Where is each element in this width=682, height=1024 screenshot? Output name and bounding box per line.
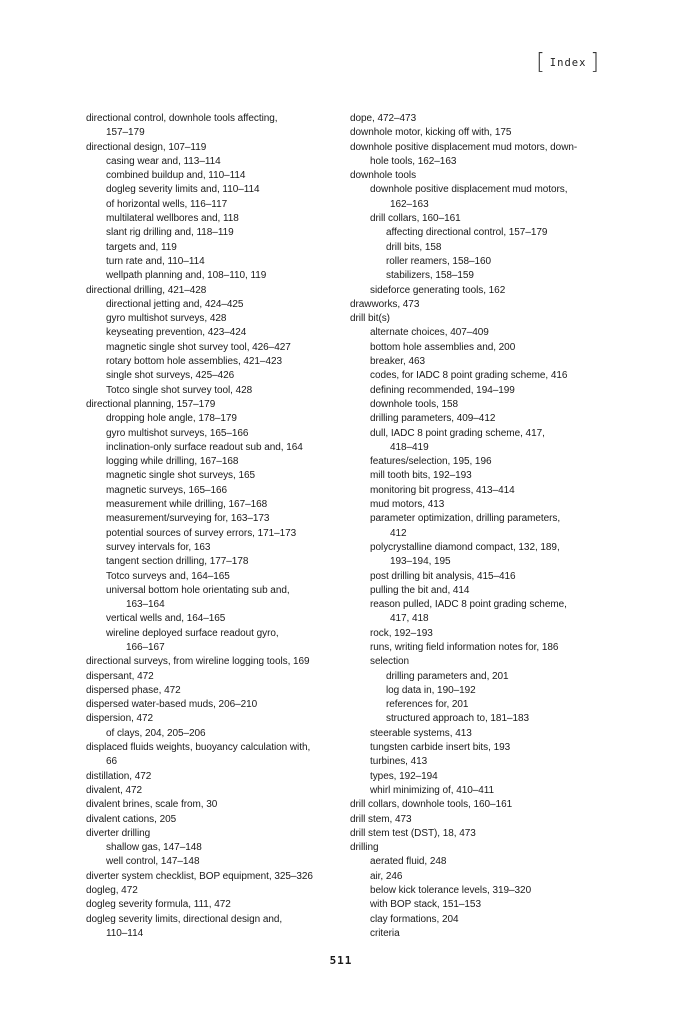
index-entry: rock, 192–193 <box>370 627 433 639</box>
index-entry: roller reamers, 158–160 <box>386 255 492 267</box>
index-entry: directional drilling, 421–428 <box>86 284 207 296</box>
index-entry: polycrystalline diamond compact, 132, 189, <box>370 541 560 553</box>
index-entry: monitoring bit progress, 413–414 <box>370 484 515 496</box>
index-entry: of clays, 204, 205–206 <box>106 727 206 739</box>
index-entry: dogleg, 472 <box>86 885 138 897</box>
index-entry-continuation: hole tools, 162–163 <box>370 155 457 167</box>
index-entry: turn rate and, 110–114 <box>106 255 205 267</box>
index-entry: wellpath planning and, 108–110, 119 <box>106 270 267 282</box>
index-column-right <box>350 112 598 941</box>
index-entry-continuation: 162–163 <box>390 198 429 210</box>
index-entry: parameter optimization, drilling parameters, <box>370 513 561 525</box>
section-label: Index <box>549 57 587 69</box>
index-entry: clay formations, 204 <box>370 913 459 925</box>
index-entry: potential sources of survey errors, 171–173 <box>106 527 297 539</box>
index-entry-continuation: 193–194, 195 <box>390 556 451 568</box>
right-bracket-icon: ] <box>590 50 600 75</box>
index-entry: dispersant, 472 <box>86 670 154 682</box>
page-number: 511 <box>329 954 353 967</box>
index-column-left <box>86 112 336 941</box>
index-entry: alternate choices, 407–409 <box>370 327 489 339</box>
index-entry: magnetic single shot survey tool, 426–427 <box>106 341 291 353</box>
index-entry: universal bottom hole orientating sub and, <box>106 584 290 596</box>
index-entry: drilling parameters and, 201 <box>386 670 509 682</box>
index-entry-continuation: 417, 418 <box>390 613 429 625</box>
index-entry: features/selection, 195, 196 <box>370 456 492 468</box>
index-entry: gyro multishot surveys, 165–166 <box>106 427 249 439</box>
index-entry: below kick tolerance levels, 319–320 <box>370 885 532 897</box>
index-entry: directional design, 107–119 <box>86 141 207 153</box>
index-entry-continuation: 412 <box>390 527 407 539</box>
index-entry: stabilizers, 158–159 <box>386 270 474 282</box>
index-entry: dope, 472–473 <box>350 113 417 124</box>
index-entry: magnetic surveys, 165–166 <box>106 484 228 496</box>
index-entry: downhole motor, kicking off with, 175 <box>350 127 512 139</box>
index-entry: of horizontal wells, 116–117 <box>106 198 228 210</box>
index-entry: single shot surveys, 425–426 <box>106 370 235 382</box>
index-entry: mud motors, 413 <box>370 499 445 511</box>
index-entry: dogleg severity limits, directional design and, <box>86 913 283 925</box>
index-entry: bottom hole assemblies and, 200 <box>370 341 516 353</box>
index-entry-continuation: 418–419 <box>390 441 429 453</box>
index-entry: combined buildup and, 110–114 <box>106 170 246 182</box>
index-entry: downhole positive displacement mud motors, <box>370 184 568 196</box>
index-entry: dropping hole angle, 178–179 <box>106 413 237 425</box>
index-entry: displaced fluids weights, buoyancy calculation with, <box>86 742 311 754</box>
index-entry: directional jetting and, 424–425 <box>106 298 244 310</box>
index-entry: with BOP stack, 151–153 <box>370 899 481 911</box>
index-entry: air, 246 <box>370 870 403 882</box>
index-entry: drilling parameters, 409–412 <box>370 413 496 425</box>
index-entry: survey intervals for, 163 <box>106 541 211 553</box>
index-entry: measurement while drilling, 167–168 <box>106 499 268 511</box>
index-entry: distillation, 472 <box>86 770 152 782</box>
index-entry: drill collars, downhole tools, 160–161 <box>350 799 513 811</box>
index-entry: dispersed phase, 472 <box>86 684 181 696</box>
index-entry: tungsten carbide insert bits, 193 <box>370 742 511 754</box>
index-entry: aerated fluid, 248 <box>370 856 447 868</box>
index-entry: vertical wells and, 164–165 <box>106 613 226 625</box>
index-entry: Totco surveys and, 164–165 <box>106 570 230 582</box>
index-entry-continuation: 166–167 <box>126 641 165 653</box>
index-entry: keyseating prevention, 423–424 <box>106 327 247 339</box>
index-entry: downhole tools, 158 <box>370 398 459 410</box>
index-entry: codes, for IADC 8 point grading scheme, 416 <box>370 370 568 382</box>
index-entry: shallow gas, 147–148 <box>106 842 202 854</box>
index-entry: directional control, downhole tools affecting, <box>86 113 278 124</box>
index-entry: whirl minimizing of, 410–411 <box>370 784 495 796</box>
index-entry: Totco single shot survey tool, 428 <box>106 384 253 396</box>
index-entry: multilateral wellbores and, 118 <box>106 213 239 225</box>
index-entry: drill bit(s) <box>350 313 390 325</box>
index-entry: drill bits, 158 <box>386 241 442 253</box>
index-entry: dogleg severity limits and, 110–114 <box>106 184 260 196</box>
index-entry: divalent, 472 <box>86 784 143 796</box>
running-header <box>532 52 604 74</box>
index-entry: steerable systems, 413 <box>370 727 472 739</box>
index-entry: mill tooth bits, 192–193 <box>370 470 472 482</box>
index-entry: drilling <box>350 842 379 854</box>
index-entry: selection <box>370 656 410 668</box>
index-entry: wireline deployed surface readout gyro, <box>106 627 279 639</box>
index-entry: well control, 147–148 <box>106 856 200 868</box>
index-entry: magnetic single shot surveys, 165 <box>106 470 255 482</box>
index-entry: dispersed water-based muds, 206–210 <box>86 699 258 711</box>
index-entry: directional surveys, from wireline logging tools, 169 <box>86 656 310 668</box>
index-entry-continuation: 163–164 <box>126 599 165 611</box>
index-entry: reason pulled, IADC 8 point grading scheme, <box>370 599 567 611</box>
index-entry: rotary bottom hole assemblies, 421–423 <box>106 356 282 368</box>
left-bracket-icon: [ <box>536 50 546 75</box>
index-entry: diverter drilling <box>86 827 151 839</box>
index-entry: drawworks, 473 <box>350 298 420 310</box>
index-entry: drill stem, 473 <box>350 813 412 825</box>
index-entry: divalent brines, scale from, 30 <box>86 799 218 811</box>
index-entry: slant rig drilling and, 118–119 <box>106 227 234 239</box>
index-entry: tangent section drilling, 177–178 <box>106 556 249 568</box>
index-entry: downhole positive displacement mud motors, down- <box>350 141 578 153</box>
index-entry: dispersion, 472 <box>86 713 154 725</box>
index-entry: dogleg severity formula, 111, 472 <box>86 899 231 911</box>
index-entry: turbines, 413 <box>370 756 428 768</box>
index-entry: references for, 201 <box>386 699 469 711</box>
index-entry: drill stem test (DST), 18, 473 <box>350 827 476 839</box>
index-entry: sideforce generating tools, 162 <box>370 284 506 296</box>
index-entry: logging while drilling, 167–168 <box>106 456 239 468</box>
index-entry: structured approach to, 181–183 <box>386 713 529 725</box>
index-entry-continuation: 110–114 <box>106 927 144 939</box>
index-entry: affecting directional control, 157–179 <box>386 227 548 239</box>
index-entry: divalent cations, 205 <box>86 813 177 825</box>
index-entry: diverter system checklist, BOP equipment, 325–326 <box>86 870 313 882</box>
index-entry: breaker, 463 <box>370 356 425 368</box>
index-entry: inclination-only surface readout sub and, 164 <box>106 441 303 453</box>
index-entry: types, 192–194 <box>370 770 438 782</box>
index-entry: downhole tools <box>350 170 417 182</box>
index-entry: casing wear and, 113–114 <box>106 155 221 167</box>
index-entry: measurement/surveying for, 163–173 <box>106 513 270 525</box>
index-entry: pulling the bit and, 414 <box>370 584 470 596</box>
index-entry: defining recommended, 194–199 <box>370 384 515 396</box>
index-entry: targets and, 119 <box>106 241 177 253</box>
index-entry-continuation: 66 <box>106 756 118 768</box>
index-entry: post drilling bit analysis, 415–416 <box>370 570 516 582</box>
index-entry: directional planning, 157–179 <box>86 398 216 410</box>
index-entry: log data in, 190–192 <box>386 684 476 696</box>
index-entry-continuation: 157–179 <box>106 127 145 139</box>
index-entry: runs, writing field information notes for, 186 <box>370 641 559 653</box>
index-entry: criteria <box>370 927 400 939</box>
index-entry: drill collars, 160–161 <box>370 213 461 225</box>
index-entry: gyro multishot surveys, 428 <box>106 313 227 325</box>
index-entry: dull, IADC 8 point grading scheme, 417, <box>370 427 545 439</box>
